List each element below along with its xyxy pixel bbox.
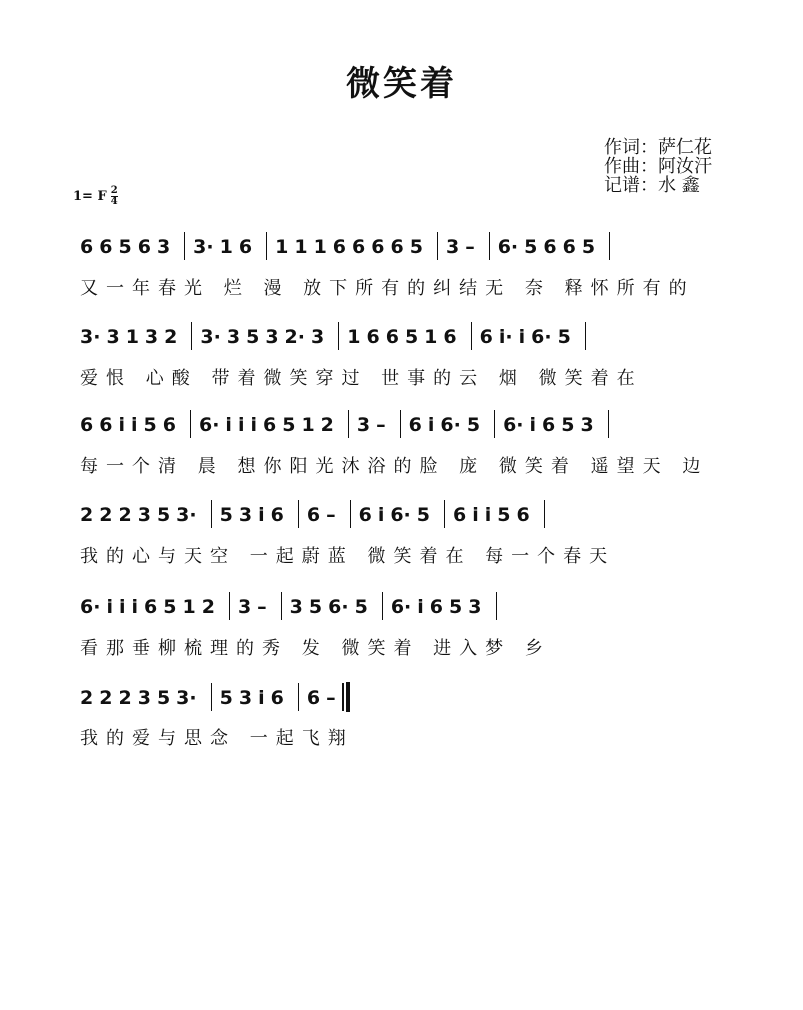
note: 6	[429, 596, 444, 618]
note: 6	[385, 326, 399, 348]
note: 3	[468, 596, 482, 618]
notation-credit: 记谱：水 鑫	[604, 175, 700, 196]
lyrics-line-1: 又一年春光 烂 漫 放下所有的纠结无 奈 释怀所有的	[80, 278, 695, 299]
notes-line-2	[80, 322, 594, 362]
note: i	[529, 414, 537, 436]
note: 6·	[198, 414, 220, 436]
barline	[184, 232, 185, 260]
note: 5	[561, 414, 575, 436]
note: 6	[443, 326, 457, 348]
note: –	[257, 596, 267, 618]
barline	[211, 683, 212, 711]
notes-line-3	[80, 410, 617, 450]
barline	[444, 500, 445, 528]
note: i	[106, 596, 113, 618]
note: 1	[125, 326, 139, 348]
note: 6	[371, 236, 385, 258]
note: 6·	[440, 414, 461, 436]
note: 1	[182, 596, 196, 618]
note: 5	[163, 596, 177, 618]
note: 5	[524, 236, 538, 258]
lyricist-credit: 作词：萨仁花	[604, 137, 712, 158]
note: 6	[479, 326, 493, 348]
note: 2	[118, 687, 132, 709]
note: 5	[497, 504, 511, 526]
note: 5	[308, 596, 323, 618]
note: 3	[137, 504, 151, 526]
barline	[437, 232, 438, 260]
note: 1	[301, 414, 315, 436]
note: 6	[562, 236, 576, 258]
barline	[211, 500, 212, 528]
note: i	[130, 414, 138, 436]
barline	[544, 500, 545, 528]
note: 5	[416, 504, 431, 526]
notes-line-4	[80, 500, 553, 540]
note: –	[326, 504, 336, 526]
note: 6	[80, 414, 94, 436]
note: 2·	[284, 326, 305, 348]
note: 6	[542, 414, 556, 436]
barline	[190, 410, 191, 438]
barline	[191, 322, 192, 350]
note: 3	[226, 326, 241, 348]
note: 5	[581, 236, 596, 258]
lyrics-line-2: 爱恨 心酸 带着微笑穿过 世事的云 烟 微笑着在	[80, 368, 643, 389]
note: 3	[265, 326, 279, 348]
note: 6	[543, 236, 557, 258]
note: 5	[409, 236, 423, 258]
key-label: 1= F	[73, 189, 107, 204]
barline	[382, 592, 383, 620]
note: 5	[466, 414, 481, 436]
barline	[489, 232, 490, 260]
note: 5	[219, 504, 233, 526]
note: 3·	[200, 326, 221, 348]
note: 5	[557, 326, 571, 348]
note: 2	[201, 596, 215, 618]
barline	[266, 232, 267, 260]
note: i·	[498, 326, 513, 348]
song-title: 微笑着	[346, 64, 457, 104]
note: 6·	[503, 414, 524, 436]
note: 6·	[80, 596, 101, 618]
note: 6	[238, 236, 253, 258]
lyrics-line-3: 每一个清 晨 想你阳光沐浴的脸 庞 微笑着 遥望天 边	[80, 456, 709, 477]
note: 3	[238, 504, 253, 526]
barline	[609, 232, 610, 260]
note: 1	[347, 326, 361, 348]
note: 5	[156, 504, 171, 526]
barline	[298, 683, 299, 711]
note: 2	[80, 687, 94, 709]
note: 1	[219, 236, 233, 258]
note: 3	[289, 596, 303, 618]
time-signature	[111, 186, 118, 207]
note: i	[472, 504, 479, 526]
barline	[338, 322, 339, 350]
note: i	[258, 687, 265, 709]
lyrics-line-5: 看那垂柳梳理的秀 发 微笑着 进入梦 乡	[80, 638, 551, 659]
note: 5	[118, 236, 132, 258]
barline	[229, 592, 230, 620]
credits	[604, 138, 712, 195]
note: 2	[80, 504, 94, 526]
barline	[494, 410, 495, 438]
notes-line-5	[80, 592, 505, 632]
note: 6	[366, 326, 380, 348]
note: 6	[453, 504, 467, 526]
note: 3·	[176, 687, 197, 709]
barline	[585, 322, 586, 350]
note: 2	[164, 326, 178, 348]
note: 5	[282, 414, 296, 436]
note: 3	[137, 687, 151, 709]
note: –	[326, 687, 336, 709]
key-signature	[73, 186, 118, 207]
note: 6·	[390, 596, 412, 618]
note: 6·	[390, 504, 411, 526]
note: 6	[144, 596, 158, 618]
note: i	[118, 414, 125, 436]
note: 2	[99, 687, 113, 709]
barline	[608, 410, 609, 438]
note: 2	[99, 504, 113, 526]
note: i	[427, 414, 435, 436]
note: 3	[106, 326, 120, 348]
note: 5	[156, 687, 171, 709]
barline	[348, 410, 349, 438]
note: 3	[445, 236, 460, 258]
note: –	[465, 236, 475, 258]
barline	[471, 322, 472, 350]
note: 5	[219, 687, 233, 709]
note: 2	[118, 504, 132, 526]
note: i	[250, 414, 257, 436]
note: i	[518, 326, 526, 348]
note: 1	[275, 236, 289, 258]
note: 6·	[328, 596, 349, 618]
note: 6·	[531, 326, 552, 348]
note: 6	[137, 236, 151, 258]
barline	[496, 592, 497, 620]
barline	[350, 500, 351, 528]
lyrics-line-6: 我的爱与思念 一起飞翔	[80, 728, 354, 749]
note: 5	[404, 326, 419, 348]
note: i	[377, 504, 385, 526]
note: 5	[246, 326, 260, 348]
note: 3	[580, 414, 594, 436]
time-top: 2	[110, 185, 118, 196]
note: i	[484, 504, 492, 526]
note: i	[417, 596, 424, 618]
note: 6·	[497, 236, 519, 258]
note: i	[118, 596, 126, 618]
note: 3·	[80, 326, 101, 348]
final-barline	[346, 682, 350, 712]
notes-line-6	[80, 682, 350, 722]
note: 6	[306, 687, 321, 709]
note: 6	[306, 504, 321, 526]
note: 6	[332, 236, 347, 258]
note: 3	[238, 687, 253, 709]
note: 5	[143, 414, 157, 436]
note: 6	[262, 414, 277, 436]
note: i	[225, 414, 232, 436]
note: 6	[80, 236, 94, 258]
note: 6	[99, 236, 113, 258]
note: i	[131, 596, 138, 618]
barline	[281, 592, 282, 620]
note: 6	[358, 504, 372, 526]
note: 3	[356, 414, 371, 436]
note: 6	[352, 236, 366, 258]
notes-line-1	[80, 232, 618, 272]
note: 3·	[193, 236, 214, 258]
barline	[298, 500, 299, 528]
note: 1	[313, 236, 327, 258]
note: 6	[390, 236, 404, 258]
note: 1	[424, 326, 438, 348]
note: 6	[162, 414, 176, 436]
note: 3	[156, 236, 171, 258]
note: 6	[99, 414, 113, 436]
note: 3	[144, 326, 159, 348]
note: 1	[294, 236, 308, 258]
composer-credit: 作曲：阿汝汗	[604, 156, 712, 177]
note: 5	[449, 596, 463, 618]
note: –	[376, 414, 386, 436]
note: 6	[408, 414, 422, 436]
note: 5	[354, 596, 368, 618]
time-bottom: 4	[110, 196, 118, 207]
note: 3	[237, 596, 252, 618]
note: 2	[320, 414, 334, 436]
note: 3	[311, 326, 325, 348]
note: 6	[516, 504, 530, 526]
barline	[400, 410, 401, 438]
lyrics-line-4: 我的心与天空 一起蔚蓝 微笑着在 每一个春天	[80, 546, 616, 567]
note: 6	[270, 504, 284, 526]
note: i	[258, 504, 265, 526]
note: i	[237, 414, 245, 436]
note: 3·	[176, 504, 197, 526]
note: 6	[270, 687, 284, 709]
